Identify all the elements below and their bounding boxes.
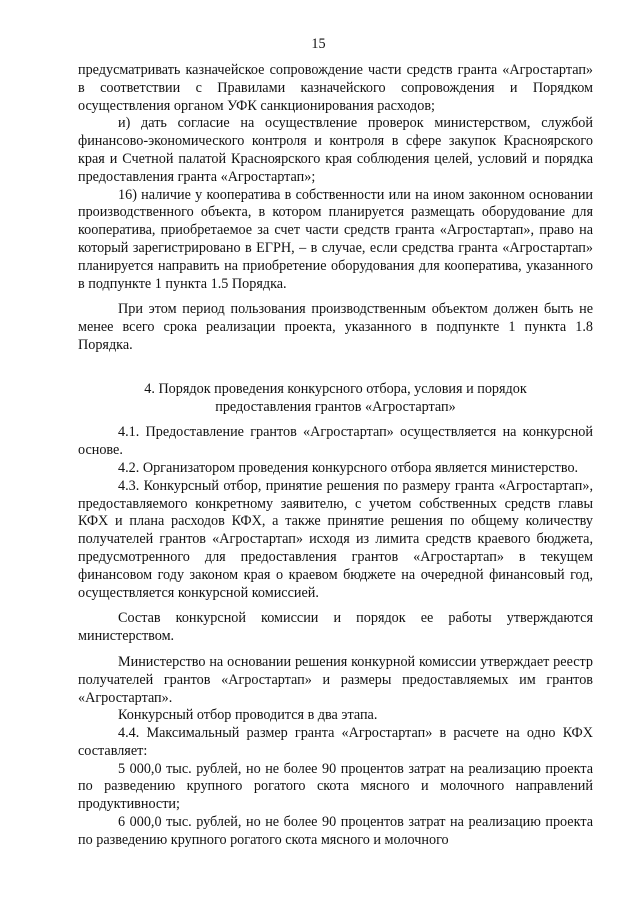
section-heading — [78, 381, 593, 417]
paragraph: 4.3. Конкурсный отбор, принятие решения по размеру гранта «Агростартап», предоставляемого конкретному заявителю, с учетом собственных средств главы КФХ и плана расходов КФХ, а также принятие решения по общему количеству получателей грантов «Агростартап» исходя из лимита средств краевого бюджета, предусмотренного для предоставления грантов «Агростартап» в текущем финансовом году законом края о краевом бюджете на очередной финансовый год, осуществляется конкурсной комиссией. — [78, 477, 593, 601]
spacer — [78, 355, 593, 381]
spacer — [78, 646, 593, 654]
paragraph: Министерство на основании решения конкурной комиссии утверждает реестр получателей грантов «Агростартап» и размеры предоставляемых им грантов «Агростартап». — [78, 653, 593, 706]
section-heading-line: 4. Порядок проведения конкурсного отбора, условия и порядок — [144, 380, 527, 397]
spacer — [78, 416, 593, 424]
page-content — [78, 62, 593, 850]
spacer — [78, 293, 593, 301]
paragraph: 4.4. Максимальный размер гранта «Агростартап» в расчете на одно КФХ составляет: — [78, 725, 593, 759]
paragraph: 5 000,0 тыс. рублей, но не более 90 процентов затрат на реализацию проекта по разведению крупного рогатого скота мясного и молочного направлений продуктивности; — [78, 760, 593, 813]
paragraph: 4.2. Организатором проведения конкурсного отбора является министерство. — [118, 459, 579, 476]
paragraph: и) дать согласие на осуществление проверок министерством, службой финансово-экономического контроля и контроля в сфере закупок Красноярского края и Счетной палатой Красноярского края соблюдения целей, условий и порядка предоставления гранта «Агростартап»; — [78, 115, 593, 185]
section-heading-line: предоставления грантов «Агростартап» — [215, 398, 456, 415]
paragraph: Состав конкурсной комиссии и порядок ее работы утверждаются министерством. — [78, 610, 593, 645]
paragraph: 4.1. Предоставление грантов «Агростартап» осуществляется на конкурсной основе. — [78, 424, 593, 459]
paragraph: 16) наличие у кооператива в собственности или на ином законном основании производственного объекта, в котором планируется размещать оборудование для кооператива, приобретаемое за счет части средств гранта «Агростартап», право на который зарегистрировано в ЕГРН, – в случае, если средства гранта «Агростартап» планируется направить на приобретение оборудования для кооператива, указанного в подпункте 1 пункта 1.5 Порядка. — [78, 186, 593, 292]
spacer — [78, 602, 593, 610]
paragraph: предусматривать казначейское сопровождение части средств гранта «Агростартап» в соответствии с Правилами казначейского сопровождения и Порядком осуществления органом УФК санкционирования расходов; — [78, 62, 593, 114]
paragraph: 6 000,0 тыс. рублей, но не более 90 процентов затрат на реализацию проекта по разведению крупного рогатого скота мясного и молочного — [78, 814, 593, 848]
page-number: 15 — [311, 36, 326, 52]
paragraph: Конкурсный отбор проводится в два этапа. — [118, 707, 378, 724]
paragraph: При этом период пользования производственным объектом должен быть не менее всего срока реализации проекта, указанного в подпункте 1 пункта 1.8 Порядка. — [78, 301, 593, 353]
